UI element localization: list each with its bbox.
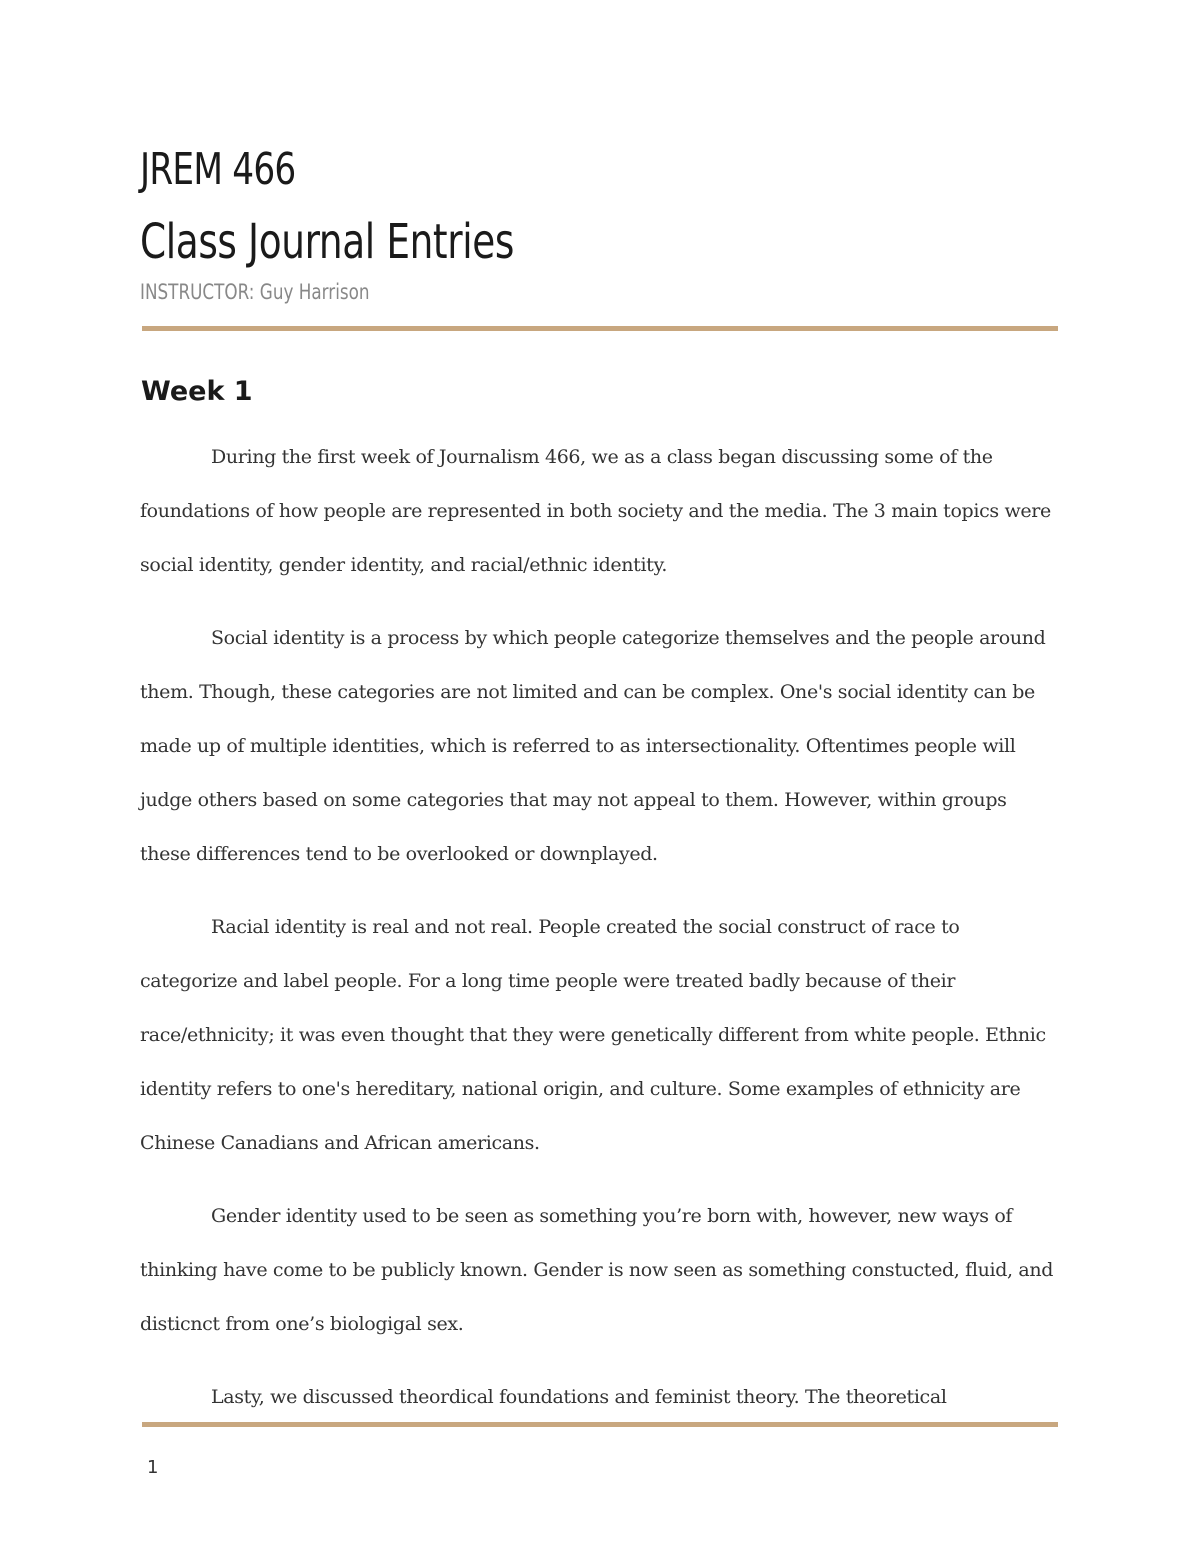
instructor-label: INSTRUCTOR: — [140, 280, 255, 304]
footer-divider — [142, 1422, 1058, 1427]
document-title: Class Journal Entries — [140, 214, 514, 270]
section-body — [140, 430, 1060, 1443]
paragraph: Gender identity used to be seen as something you’re born with, however, new ways of thinking have come to be publicly known. Gender is now seen as something constucted, fluid, and disticnct from one’s biologigal sex. — [140, 1205, 1054, 1335]
course-code: JREM 466 — [140, 144, 296, 195]
section-heading: Week 1 — [141, 376, 253, 407]
paragraph: Racial identity is real and not real. People created the social construct of race to categorize and label people. For a long time people were treated badly because of their race/ethnicity; it was even thought that they were genetically different from white people. Ethnic identity refers to one's hereditary, national origin, and culture. Some examples of ethnicity are Chinese Canadians and African americans. — [140, 916, 1046, 1154]
instructor-line — [140, 282, 370, 303]
paragraph: During the first week of Journalism 466, we as a class began discussing some of the foundations of how people are represented in both society and the media. The 3 main topics were social identity, gender identity, and racial/ethnic identity. — [140, 446, 1051, 576]
paragraph: Lasty, we discussed theordical foundations and feminist theory. The theoretical — [211, 1386, 947, 1408]
page-number: 1 — [147, 1457, 159, 1478]
paragraph: Social identity is a process by which people categorize themselves and the people around them. Though, these categories are not limited and can be complex. One's social identity can be made up of multiple identities, which is referred to as intersectionality. Oftentimes people will judge others based on some categories that may not appeal to them. However, within groups these differences tend to be overlooked or downplayed. — [140, 627, 1046, 865]
instructor-name: Guy Harrison — [259, 280, 370, 304]
header-divider — [142, 326, 1058, 331]
